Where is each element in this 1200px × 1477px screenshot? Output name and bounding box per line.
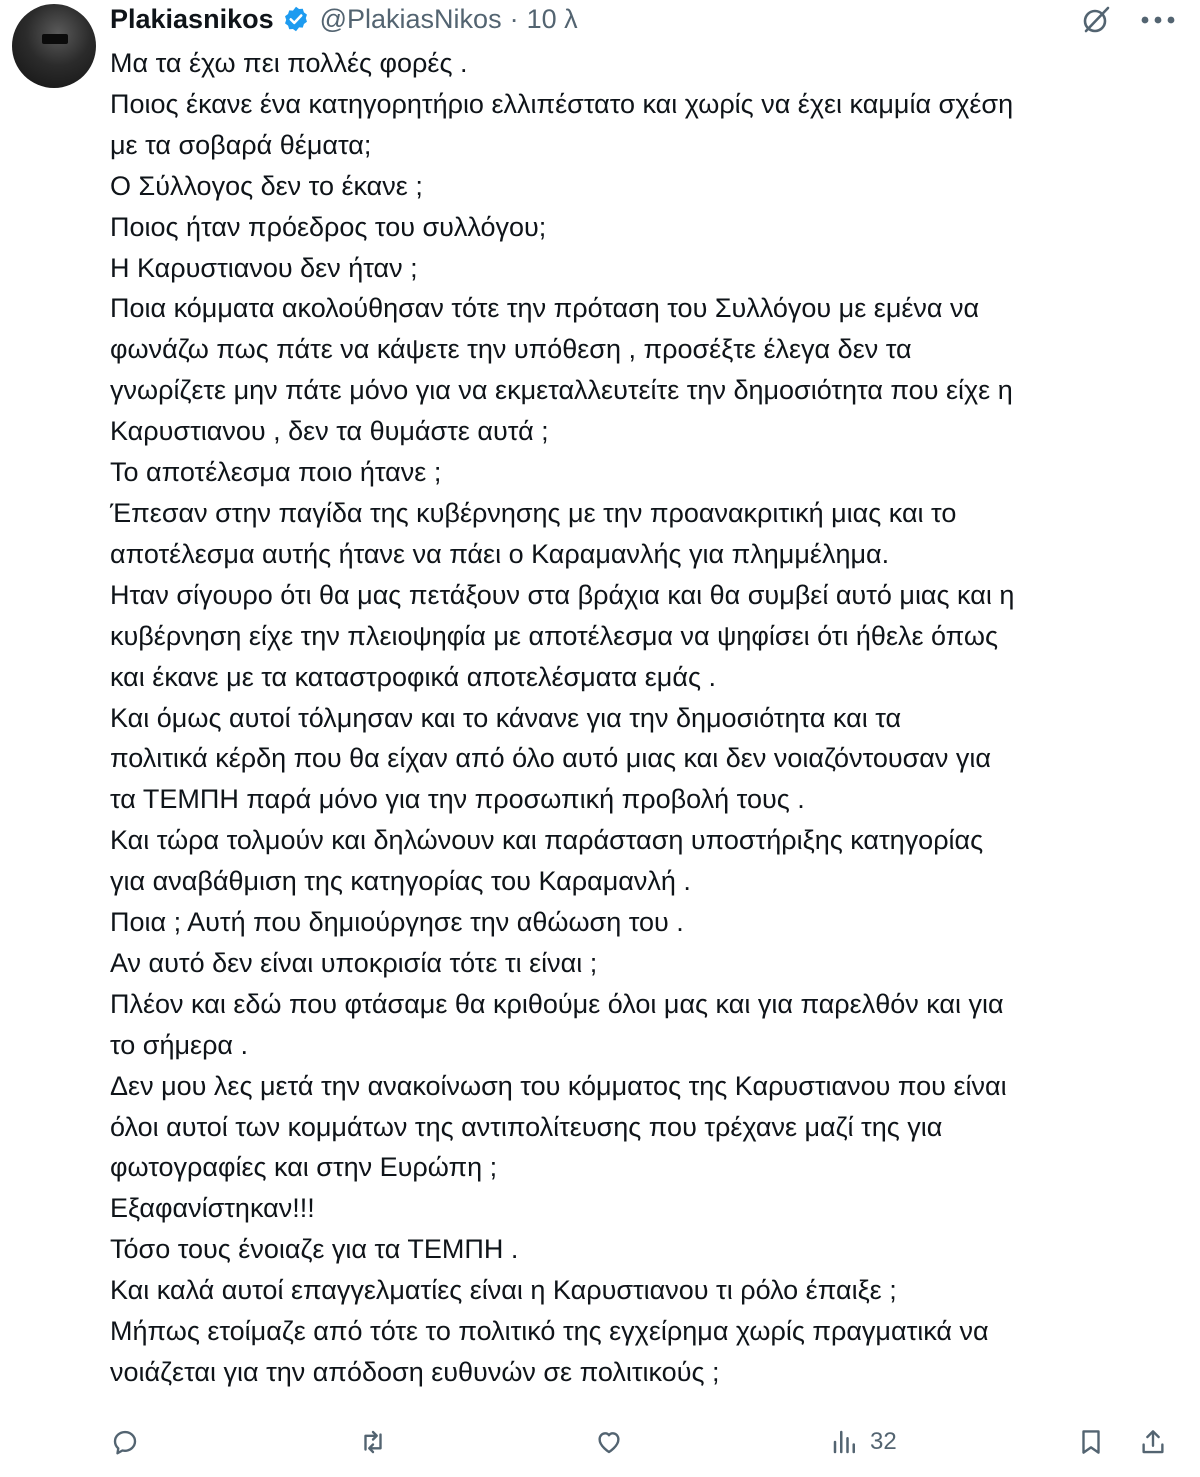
tweet-text-line: το σήμερα . (110, 1029, 249, 1060)
bookmark-button[interactable] (1076, 1422, 1106, 1462)
tweet-text-line: για αναβάθμιση της κατηγορίας του Καραμανλή . (110, 866, 691, 897)
tweet-text-line: Τόσο τους ένοιαζε για τα ΤΕΜΠΗ . (110, 1234, 519, 1265)
like-button[interactable] (594, 1422, 624, 1462)
tweet-text-line: κυβέρνηση είχε την πλειοψηφία με αποτέλεσμα να ψηφίσει ότι ήθελε όπως (110, 620, 998, 651)
tweet-text-line: όλοι αυτοί των κομμάτων της αντιπολίτευσης που τρέχανε μαζί της για (110, 1111, 943, 1142)
more-icon[interactable] (1140, 8, 1176, 32)
tweet-text-line: Ποια ; Αυτή που δημιούργησε την αθώωση του . (110, 907, 684, 938)
tweet-text-line: Μα τα έχω πει πολλές φορές . (110, 48, 468, 78)
tweet-text-line: γνωρίζετε μην πάτε μόνο για να εκμεταλλευτείτε την δημοσιότητα που είχε η (110, 375, 1013, 406)
share-button[interactable] (1138, 1422, 1168, 1462)
verified-badge-icon (282, 5, 310, 33)
tweet-text-line: Πλέον και εδώ που φτάσαμε θα κριθούμε όλοι μας και για παρελθόν και για (110, 988, 1004, 1019)
tweet-text-line: Ποια κόμματα ακολούθησαν τότε την πρόταση του Συλλόγου με εμένα να (110, 293, 980, 324)
share-icon (1138, 1427, 1168, 1457)
tweet-text-line: Ποιος έκανε ένα κατηγορητήριο ελλιπέστατο και χωρίς να έχει καμμία σχέση (110, 88, 1014, 119)
tweet-text-line: πολιτικά κέρδη που θα είχαν από όλο αυτό μιας και δεν νοιαζόντουσαν για (110, 743, 992, 774)
like-icon (594, 1427, 624, 1457)
bookmark-icon (1076, 1427, 1106, 1457)
tweet-text-line: τα ΤΕΜΠΗ παρά μόνο για την προσωπική προβολή τους . (110, 784, 805, 815)
tweet-text-line: Η Καρυστιανου δεν ήταν ; (110, 252, 418, 283)
avatar[interactable] (12, 4, 96, 88)
tweet-text-line: Δεν μου λες μετά την ανακοίνωση του κόμματος της Καρυστιανου που είναι (110, 1070, 1007, 1101)
separator-dot: · (509, 3, 519, 34)
tweet-text-line: Και όμως αυτοί τόλμησαν και το κάνανε για την δημοσιότητα και τα (110, 702, 902, 733)
views-button[interactable] (830, 1422, 897, 1462)
tweet-timestamp[interactable]: 10 λ (526, 3, 578, 34)
tweet-text-line: Το αποτέλεσμα ποιο ήτανε ; (110, 457, 442, 488)
tweet-text-line: Ο Σύλλογος δεν το έκανε ; (110, 170, 423, 201)
tweet-text-line: φωνάζω πως πάτε να κάψετε την υπόθεση , προσέξτε έλεγα δεν τα (110, 334, 912, 365)
tweet-text-line: αποτέλεσμα αυτής ήτανε να πάει ο Καραμανλής για πλημμέλημα. (110, 538, 890, 569)
repost-button[interactable] (358, 1422, 388, 1462)
author-name[interactable]: Plakiasnikos (110, 3, 274, 34)
views-icon (830, 1427, 860, 1457)
tweet-text-line: και έκανε με τα καταστροφικά αποτελέσματα εμάς . (110, 661, 716, 692)
tweet-text-line: με τα σοβαρά θέματα; (110, 129, 372, 160)
tweet-text-line: Ποιος ήταν πρόεδρος του συλλόγου; (110, 211, 547, 242)
tweet-text (110, 43, 1185, 1393)
tweet-text-line: Ηταν σίγουρο ότι θα μας πετάξουν στα βράχια και θα συμβεί αυτό μιας και η (110, 579, 1015, 610)
tweet-text-line: φωτογραφίες και στην Ευρώπη ; (110, 1152, 498, 1183)
tweet-text-line: Και καλά αυτοί επαγγελματίες είναι η Καρυστιανου τι ρόλο έπαιξε ; (110, 1275, 897, 1306)
tweet-text-line: Έπεσαν στην παγίδα της κυβέρνησης με την προανακριτική μιας και το (110, 497, 957, 528)
tweet-text-line: Καρυστιανου , δεν τα θυμάστε αυτά ; (110, 416, 549, 447)
reply-button[interactable] (110, 1422, 140, 1462)
tweet-header (110, 0, 578, 38)
tweet-text-line: Αν αυτό δεν είναι υποκρισία τότε τι είναι ; (110, 947, 598, 978)
views-count: 32 (870, 1428, 897, 1455)
grok-icon[interactable] (1080, 4, 1112, 36)
reply-icon (110, 1427, 140, 1457)
tweet-text-line: Μήπως ετοίμαζε από τότε το πολιτικό της εγχείρημα χωρίς πραγματικά να (110, 1316, 989, 1347)
tweet-text-line: νοιάζεται για την απόδοση ευθυνών σε πολιτικούς ; (110, 1357, 720, 1387)
repost-icon (358, 1427, 388, 1457)
tweet-text-line: Εξαφανίστηκαν!!! (110, 1193, 315, 1224)
action-bar (0, 1418, 1200, 1468)
author-handle[interactable]: @PlakiasNikos (319, 3, 502, 34)
tweet-text-line: Και τώρα τολμούν και δηλώνουν και παράσταση υποστήριξης κατηγορίας (110, 825, 984, 856)
